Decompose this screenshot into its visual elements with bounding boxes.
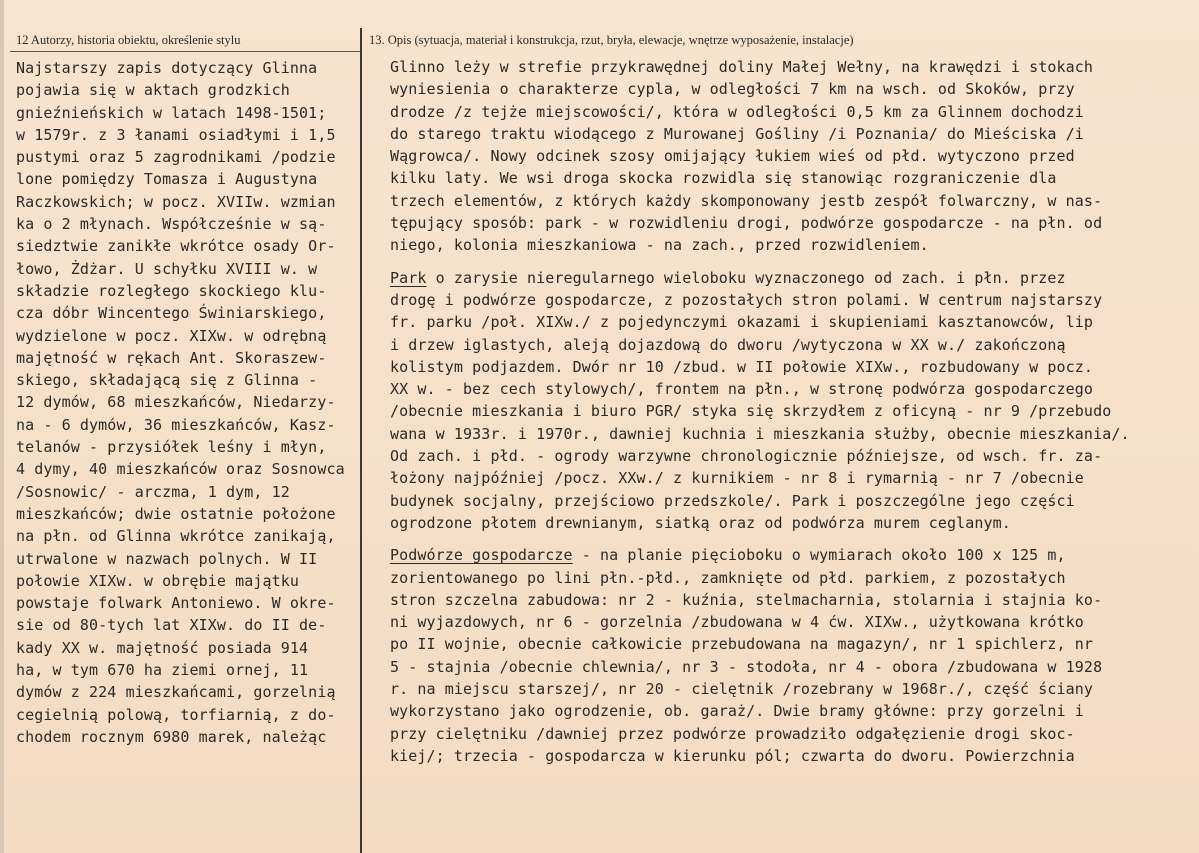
text-line: ni wyjazdowych, nr 6 - gorzelnia /zbudowana w 4 ćw. XIXw., użytkowana krótko	[390, 613, 1084, 632]
text-line: wyniesienia o charakterze cypla, w odległości 7 km na wsch. od Skoków, przy	[390, 80, 1075, 99]
text-line: fr. parku /poł. XIXw./ z pojedynczymi okazami i skupieniami kasztanowców, lip	[390, 313, 1094, 332]
text-line: r. na miejscu starszej/, nr 20 - cielętnik /rozebrany w 1968r./, część ściany	[390, 680, 1094, 699]
description-column	[390, 56, 1190, 767]
text-line	[390, 267, 1190, 289]
text-line: majętność w rękach Ant. Skoraszew-	[16, 348, 327, 367]
text-line: kady XX w. majętność posiada 914	[16, 638, 309, 657]
text-line: wydzielone w pocz. XIXw. w odrębną	[16, 326, 327, 345]
text-line: dymów z 224 mieszkańcami, gorzelnią	[16, 683, 336, 702]
text-line: 4 dymy, 40 mieszkańców oraz Sosnowca	[16, 460, 345, 479]
text-line: telanów - przysiółek leśny i młyn,	[16, 438, 327, 457]
header-rule	[10, 51, 360, 52]
text-line: składzie rozległego skockiego klu-	[16, 281, 327, 300]
text-line	[390, 544, 1190, 566]
text-line: kiej/; trzecia - gospodarcza w kierunku pól; czwarta do dworu. Powierzchnia	[390, 746, 1075, 765]
text-line: ka o 2 młynach. Współcześnie w są-	[16, 215, 327, 234]
text-line: ogrodzone płotem drewnianym, siatką oraz od podwórza murem ceglanym.	[390, 513, 1011, 532]
text-line: do starego traktu wiodącego z Murowanej Gośliny /i Poznania/ do Mieściska /i	[390, 124, 1084, 143]
text-line: gnieźnieńskich w latach 1498-1501;	[16, 103, 327, 122]
text-line: 5 - stajnia /obecnie chlewnia/, nr 3 - stodoła, nr 4 - obora /zbudowana w 1928	[390, 657, 1103, 676]
text-line: ha, w tym 670 ha ziemi ornej, 11	[16, 661, 309, 680]
text-line: stron szczelna zabudowa: nr 2 - kuźnia, stelmacharnia, stolarnia i stajnia ko-	[390, 590, 1103, 609]
text-line: niego, kolonia mieszkaniowa - na zach., przed rozwidleniem.	[390, 236, 929, 255]
text-line: /obecnie mieszkania i biuro PGR/ styka się skrzydłem z oficyną - nr 9 /przebudo	[390, 402, 1112, 421]
text-line: na płn. od Glinna wkrótce zanikają,	[16, 527, 336, 546]
text-line: Raczkowskich; w pocz. XVIIw. wzmian	[16, 192, 336, 211]
text-line: Od zach. i płd. - ogrody warzywne chronologicznie późniejsze, od wsch. fr. za-	[390, 447, 1103, 466]
text-line: budynek socjalny, przejściowo przedszkole/. Park i poszczególne jego części	[390, 491, 1075, 510]
text-line: /Sosnowic/ - arczma, 1 dym, 12	[16, 482, 290, 501]
text-line: drogę i podwórze gospodarcze, z pozostałych stron polami. W centrum najstarszy	[390, 290, 1103, 309]
text-line: cza dóbr Wincentego Świniarskiego,	[16, 304, 327, 323]
text-line: Glinno leży w strefie przykrawędnej doliny Małej Wełny, na krawędzi i stokach	[390, 58, 1094, 76]
text-line: pojawia się w aktach grodzkich	[16, 81, 290, 100]
text-line: na - 6 dymów, 36 mieszkańców, Kasz-	[16, 415, 336, 434]
text-line: tępujący sposób: park - w rozwidleniu drogi, podwórze gospodarcze - na płn. od	[390, 214, 1103, 233]
text-line: zorientowanego po lini płn.-płd., zamknięte od płd. parkiem, z pozostałych	[390, 568, 1066, 587]
text-line: siedztwie zanikłe wkrótce osady Or-	[16, 237, 336, 256]
text-line: pustymi oraz 5 zagrodnikami /podzie	[16, 148, 336, 167]
text-line: utrwalone w nazwach polnych. W II	[16, 549, 318, 568]
section-title-park: Park	[390, 268, 427, 287]
text-line: lone pomiędzy Tomasza i Augustyna	[16, 170, 318, 189]
text-line: cegielnią polową, torfiarnią, z do-	[16, 705, 336, 724]
text-line: trzech elementów, z których każdy skomponowany jestb zespół folwarczny, w nas-	[390, 191, 1103, 210]
paragraph-gap	[390, 257, 1190, 267]
text-line: mieszkańców; dwie ostatnie położone	[16, 504, 336, 523]
text-line: kolistym podjazdem. Dwór nr 10 /zbud. w II połowie XIXw., rozbudowany w pocz.	[390, 357, 1094, 376]
page-edge	[0, 0, 4, 853]
header-section-12: 12 Autorzy, historia obiektu, określenie stylu	[16, 33, 241, 47]
text-line: Wągrowca/. Nowy odcinek szosy omijający łukiem wieś od płd. wytyczono przed	[390, 147, 1075, 166]
text-line: chodem rocznym 6980 marek, należąc	[16, 727, 327, 746]
paragraph-gap	[390, 534, 1190, 544]
text-line: łowo, Żdżar. U schyłku XVIII w. w	[16, 259, 318, 278]
text-line-rest: o zarysie nieregularnego wieloboku wyznaczonego od zach. i płn. przez	[426, 268, 1066, 287]
text-line: i drzew iglastych, aleją dojazdową do dworu /wytyczona w XX w./ zakończoną	[390, 335, 1066, 354]
text-line: XX w. - bez cech stylowych/, frontem na płn., w stronę podwórza gospodarczego	[390, 380, 1094, 399]
text-line-rest: - na planie pięcioboku o wymiarach około 100 x 125 m,	[572, 546, 1066, 565]
header-section-13: 13. Opis (sytuacja, materiał i konstrukcja, rzut, bryła, elewacje, wnętrze wyposażenie, instalacje)	[369, 33, 854, 47]
text-line: po II wojnie, obecnie całkowicie przebudowana na magazyn/, nr 1 spichlerz, nr	[390, 635, 1094, 654]
text-line: połowie XIXw. w obrębie majątku	[16, 571, 300, 590]
text-line: sie od 80-tych lat XIXw. do II de-	[16, 616, 327, 635]
text-line: kilku laty. We wsi droga skocka rozwidla się stanowiąc rozgraniczenie dla	[390, 169, 1057, 188]
text-line: wykorzystano jako ogrodzenie, ob. garaż/. Dwie bramy główne: przy gorzelni i	[390, 702, 1084, 721]
text-line: drodze /z tejże miejscowości/, która w odległości 0,5 km za Glinnem dochodzi	[390, 102, 1084, 121]
text-line: skiego, składającą się z Glinna -	[16, 371, 318, 390]
column-divider	[360, 28, 362, 853]
text-line: 12 dymów, 68 mieszkańców, Niedarzy-	[16, 393, 336, 412]
text-line: przy cielętniku /dawniej przez podwórze prowadziło odgałęzienie drogi skoc-	[390, 724, 1075, 743]
text-line: powstaje folwark Antoniewo. W okre-	[16, 594, 336, 613]
text-line: łożony najpóźniej /pocz. XXw./ z kurnikiem - nr 8 i rymarnią - nr 7 /obecnie	[390, 469, 1084, 488]
text-line: Najstarszy zapis dotyczący Glinna	[16, 59, 318, 77]
text-line: wana w 1933r. i 1970r., dawniej kuchnia i mieszkania służby, obecnie mieszkania/.	[390, 424, 1130, 443]
text-line: w 1579r. z 3 łanami osiadłymi i 1,5	[16, 125, 336, 144]
history-column	[16, 57, 356, 748]
section-title-farmyard: Podwórze gospodarcze	[390, 546, 573, 565]
